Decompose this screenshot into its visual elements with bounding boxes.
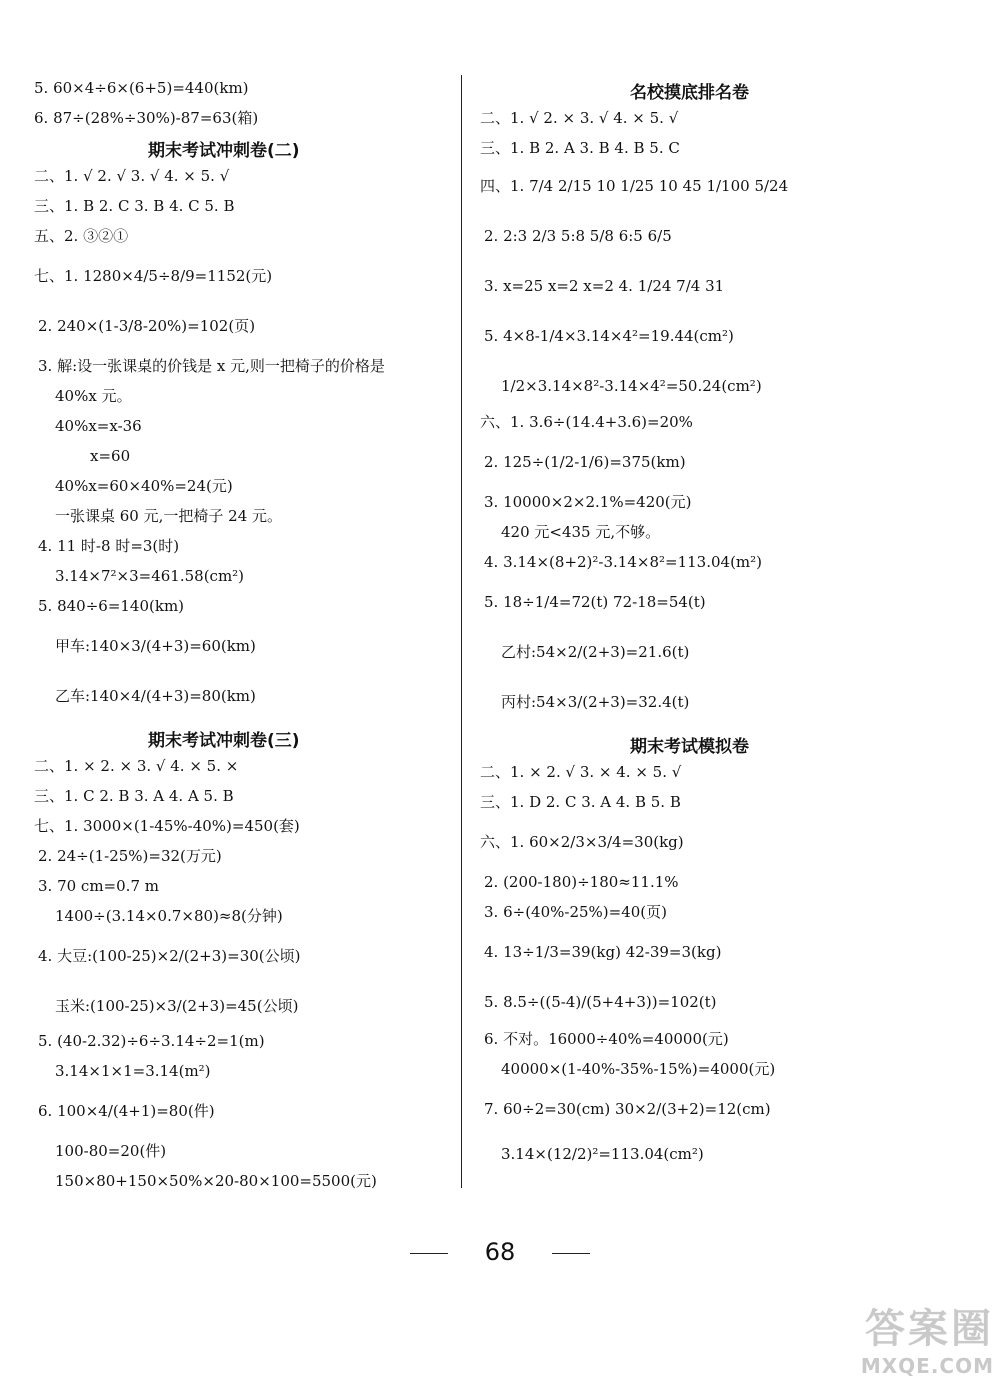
right-column-line: 5. 4×8-1/4×3.14×4²=19.44(cm²) [484,327,734,345]
left-column-line: 3.14×1×1=3.14(m²) [55,1062,211,1080]
watermark-logo [861,1297,994,1378]
left-column-line: 40%x 元。 [55,387,132,405]
left-column-line: 三、1. B 2. C 3. B 4. C 5. B [34,197,235,215]
right-column-line: 丙村:54×3/(2+3)=32.4(t) [501,693,690,711]
watermark-text: 答案圈 [865,1306,994,1352]
left-column-line: 一张课桌 60 元,一把椅子 24 元。 [55,507,283,525]
left-column-line: 五、2. ③②① [34,227,129,245]
right-column-line: 三、1. D 2. C 3. A 4. B 5. B [480,793,681,811]
left-column-line: 2. 240×(1-3/8-20%)=102(页) [38,317,256,335]
left-column-line: 3. 70 cm=0.7 m [38,877,159,895]
left-column-line: 5. 60×4÷6×(6+5)=440(km) [34,79,249,97]
left-column-line: 100-80=20(件) [55,1142,167,1160]
right-column-line: 1/2×3.14×8²-3.14×4²=50.24(cm²) [501,377,762,395]
right-column-line: 二、1. × 2. √ 3. × 4. × 5. √ [480,763,682,781]
right-column-line: 三、1. B 2. A 3. B 4. B 5. C [480,139,680,157]
left-column-line: 乙车:140×4/(4+3)=80(km) [55,687,256,705]
watermark-url: MXQE.COM [860,1354,994,1378]
left-column-line: 4. 大豆:(100-25)×2/(2+3)=30(公顷) [38,947,301,965]
left-column-line: 玉米:(100-25)×3/(2+3)=45(公顷) [55,997,299,1015]
left-column-line: 七、1. 3000×(1-45%-40%)=450(套) [34,817,300,835]
right-column-line: 2. (200-180)÷180≈11.1% [484,873,679,891]
right-column-line: 7. 60÷2=30(cm) 30×2/(3+2)=12(cm) [484,1100,771,1118]
right-column-line: 5. 18÷1/4=72(t) 72-18=54(t) [484,593,706,611]
left-column-line: 5. 840÷6=140(km) [38,597,185,615]
left-column-line: 1400÷(3.14×0.7×80)≈8(分钟) [55,907,283,925]
right-column-line: 2. 125÷(1/2-1/6)=375(km) [484,453,686,471]
right-column-line: 3. x=25 x=2 x=2 4. 1/24 7/4 31 [484,277,725,295]
right-column-line: 3. 6÷(40%-25%)=40(页) [484,903,668,921]
left-column-line: 甲车:140×3/(4+3)=60(km) [55,637,256,655]
left-column-line: x=60 [90,447,131,465]
left-column-line: 3. 解:设一张课桌的价钱是 x 元,则一把椅子的价格是 [38,357,385,375]
left-column-line: 150×80+150×50%×20-80×100=5500(元) [55,1172,377,1190]
section-heading-mock-exam-2: 期末考试冲刺卷(二) [148,141,300,161]
left-column-line: 2. 24÷(1-25%)=32(万元) [38,847,222,865]
right-column-line: 4. 3.14×(8+2)²-3.14×8²=113.04(m²) [484,553,763,571]
page-number: 68 [484,1238,516,1266]
left-column-line: 6. 87÷(28%÷30%)-87=63(箱) [34,109,259,127]
right-column-line: 5. 8.5÷((5-4)/(5+4+3))=102(t) [484,993,717,1011]
right-column-line: 4. 13÷1/3=39(kg) 42-39=3(kg) [484,943,722,961]
left-column-line: 5. (40-2.32)÷6÷3.14÷2=1(m) [38,1032,265,1050]
right-column-line: 乙村:54×2/(2+3)=21.6(t) [501,643,690,661]
left-column-line: 40%x=60×40%=24(元) [55,477,233,495]
footer-dash-right [552,1253,590,1254]
left-column-line: 二、1. × 2. × 3. √ 4. × 5. × [34,757,239,775]
left-column-line: 4. 11 时-8 时=3(时) [38,537,180,555]
right-column-line: 420 元<435 元,不够。 [501,523,661,541]
left-column-line: 二、1. √ 2. √ 3. √ 4. × 5. √ [34,167,230,185]
section-heading-ranking-exam: 名校摸底排名卷 [630,83,749,103]
left-column-line: 七、1. 1280×4/5÷8/9=1152(元) [34,267,273,285]
left-column-line: 40%x=x-36 [55,417,142,435]
right-column-line: 3. 10000×2×2.1%=420(元) [484,493,692,511]
right-column-line: 40000×(1-40%-35%-15%)=4000(元) [501,1060,776,1078]
left-column-line: 三、1. C 2. B 3. A 4. A 5. B [34,787,234,805]
column-divider [461,75,462,1188]
section-heading-mock-exam-3: 期末考试冲刺卷(三) [148,731,300,751]
right-column-line: 四、1. 7/4 2/15 10 1/25 10 45 1/100 5/24 [480,177,789,195]
right-column-line: 六、1. 60×2/3×3/4=30(kg) [480,833,684,851]
right-column-line: 二、1. √ 2. × 3. √ 4. × 5. √ [480,109,679,127]
right-column-line: 6. 不对。16000÷40%=40000(元) [484,1030,729,1048]
right-column-line: 2. 2:3 2/3 5:8 5/8 6:5 6/5 [484,227,672,245]
section-heading-final-simulation: 期末考试模拟卷 [630,737,749,757]
left-column-line: 6. 100×4/(4+1)=80(件) [38,1102,215,1120]
right-column-line: 3.14×(12/2)²=113.04(cm²) [501,1145,704,1163]
right-column-line: 六、1. 3.6÷(14.4+3.6)=20% [480,413,693,431]
left-column-line: 3.14×7²×3=461.58(cm²) [55,567,245,585]
